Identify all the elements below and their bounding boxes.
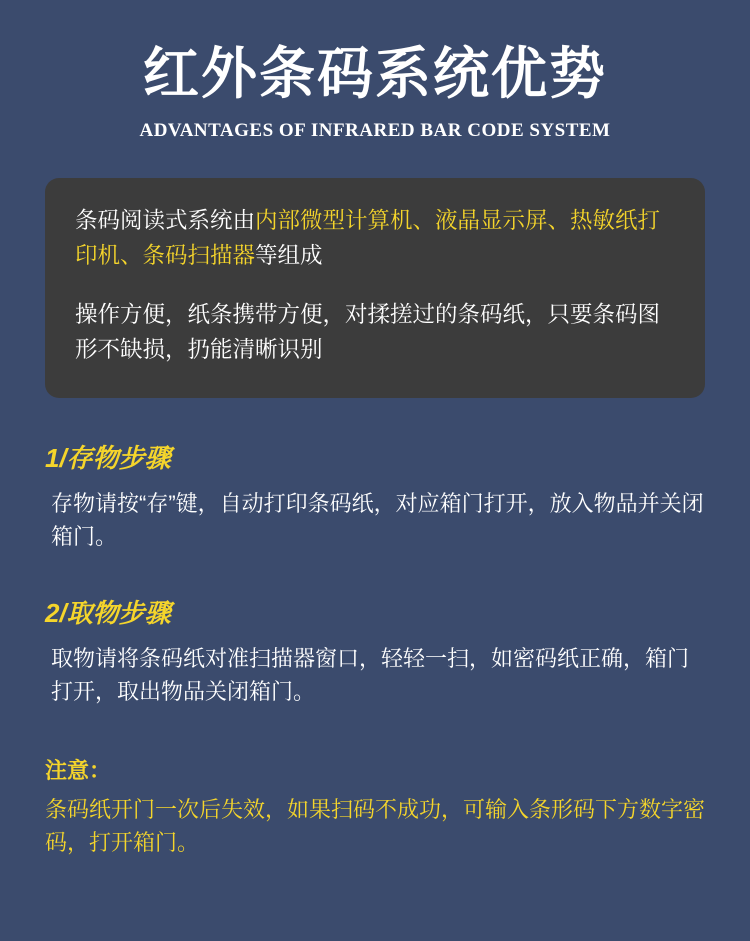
poster-header: [0, 0, 750, 142]
page-subtitle: ADVANTAGES OF INFRARED BAR CODE SYSTEM: [139, 120, 611, 142]
info-text-tail: 等组成: [255, 243, 323, 269]
section-note: [45, 754, 705, 859]
section-heading-retrieve: 2/取物步骤: [45, 597, 171, 628]
section-heading-store: 1/存物步骤: [45, 442, 171, 473]
info-text-lead: 条码阅读式系统由: [75, 208, 256, 234]
info-card-paragraph-1: [75, 204, 675, 274]
note-body: 条码纸开门一次后失效，如果扫码不成功，可输入条形码下方数字密码，打开箱门。: [45, 796, 706, 855]
section-retrieve-steps: [45, 593, 705, 708]
section-body-store: 存物请按“存”键，自动打印条码纸，对应箱门打开，放入物品并关闭箱门。: [51, 490, 704, 549]
info-card-paragraph-2: 操作方便，纸条携带方便，对揉搓过的条码纸，只要条码图形不缺损，扔能清晰识别: [75, 302, 661, 363]
section-store-steps: [45, 438, 705, 553]
info-text-highlight: 内部微型计算机、液晶显示屏、热敏纸打印机、条码扫描器: [75, 208, 661, 269]
note-heading: 注意：: [45, 757, 112, 783]
info-card: [45, 178, 705, 398]
page-title: 红外条码系统优势: [143, 42, 607, 105]
section-body-retrieve: 取物请将条码纸对准扫描器窗口，轻轻一扫，如密码纸正确，箱门打开，取出物品关闭箱门。: [51, 645, 690, 704]
footer-spacer: [0, 859, 750, 919]
